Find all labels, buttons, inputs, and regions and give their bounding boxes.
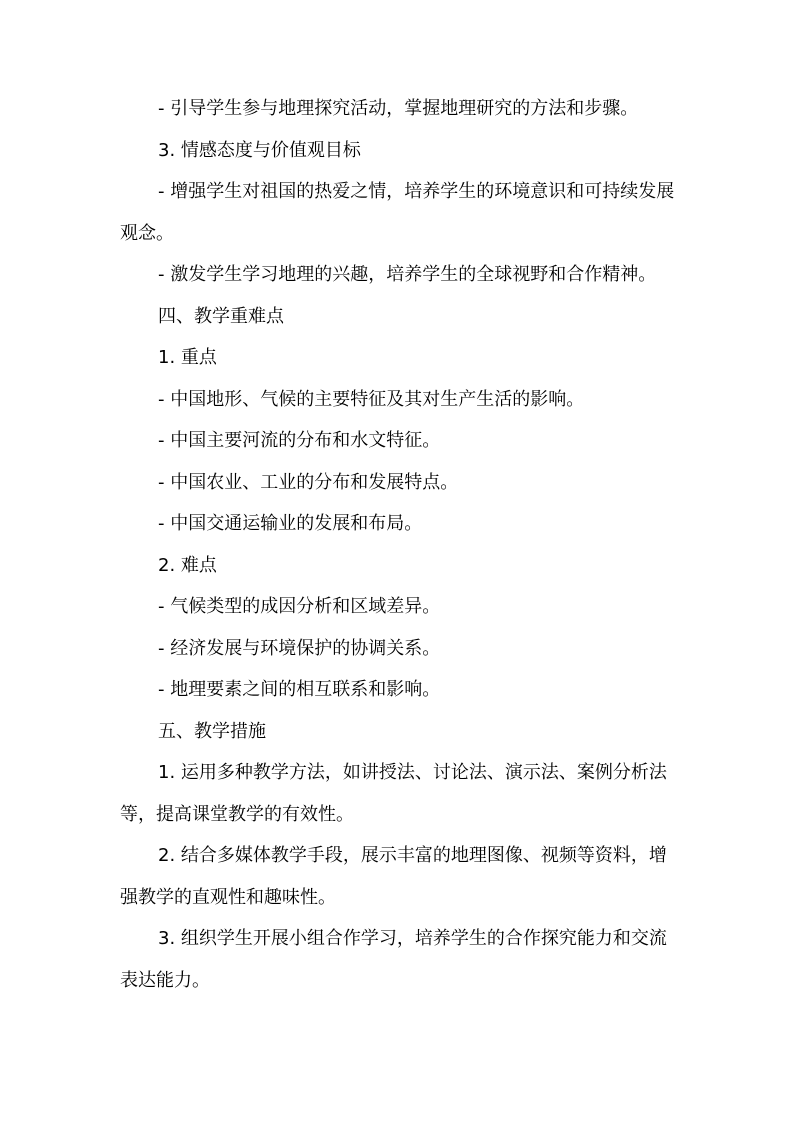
section-heading-teaching-measures: 五、教学措施 bbox=[158, 720, 266, 742]
paragraph-economy-environment: - 经济发展与环境保护的协调关系。 bbox=[158, 637, 441, 659]
paragraph-interest: - 激发学生学习地理的兴趣，培养学生的全球视野和合作精神。 bbox=[158, 264, 657, 285]
paragraph-climate-types: - 气候类型的成因分析和区域差异。 bbox=[158, 596, 441, 617]
paragraph-group-learning: 3. 组织学生开展小组合作学习，培养学生的合作探究能力和交流表达能力。 bbox=[120, 928, 667, 991]
subheading-difficult-points: 2. 难点 bbox=[158, 554, 217, 576]
paragraph-transportation: - 中国交通运输业的发展和布局。 bbox=[158, 513, 423, 534]
paragraph-rivers: - 中国主要河流的分布和水文特征。 bbox=[158, 430, 441, 451]
paragraph-multimedia: 2. 结合多媒体教学手段，展示丰富的地理图像、视频等资料，增强教学的直观性和趣味性。 bbox=[120, 845, 667, 908]
paragraph-agriculture-industry: - 中国农业、工业的分布和发展特点。 bbox=[158, 471, 459, 493]
paragraph-geographic-elements: - 地理要素之间的相互联系和影响。 bbox=[158, 679, 441, 700]
paragraph-teaching-methods: 1. 运用多种教学方法，如讲授法、讨论法、演示法、案例分析法等，提高课堂教学的有效性。 bbox=[120, 762, 667, 825]
paragraph-patriotism: - 增强学生对祖国的热爱之情，培养学生的环境意识和可持续发展观念。 bbox=[120, 181, 675, 244]
document-body bbox=[120, 88, 680, 1001]
paragraph-heading-emotion-goals: 3. 情感态度与价值观目标 bbox=[158, 139, 361, 161]
section-heading-key-difficult-points: 四、教学重难点 bbox=[158, 305, 284, 327]
paragraph-terrain-climate: - 中国地形、气候的主要特征及其对生产生活的影响。 bbox=[158, 388, 585, 410]
paragraph-inquiry-activity: - 引导学生参与地理探究活动，掌握地理研究的方法和步骤。 bbox=[158, 98, 639, 119]
subheading-key-points: 1. 重点 bbox=[158, 347, 217, 368]
